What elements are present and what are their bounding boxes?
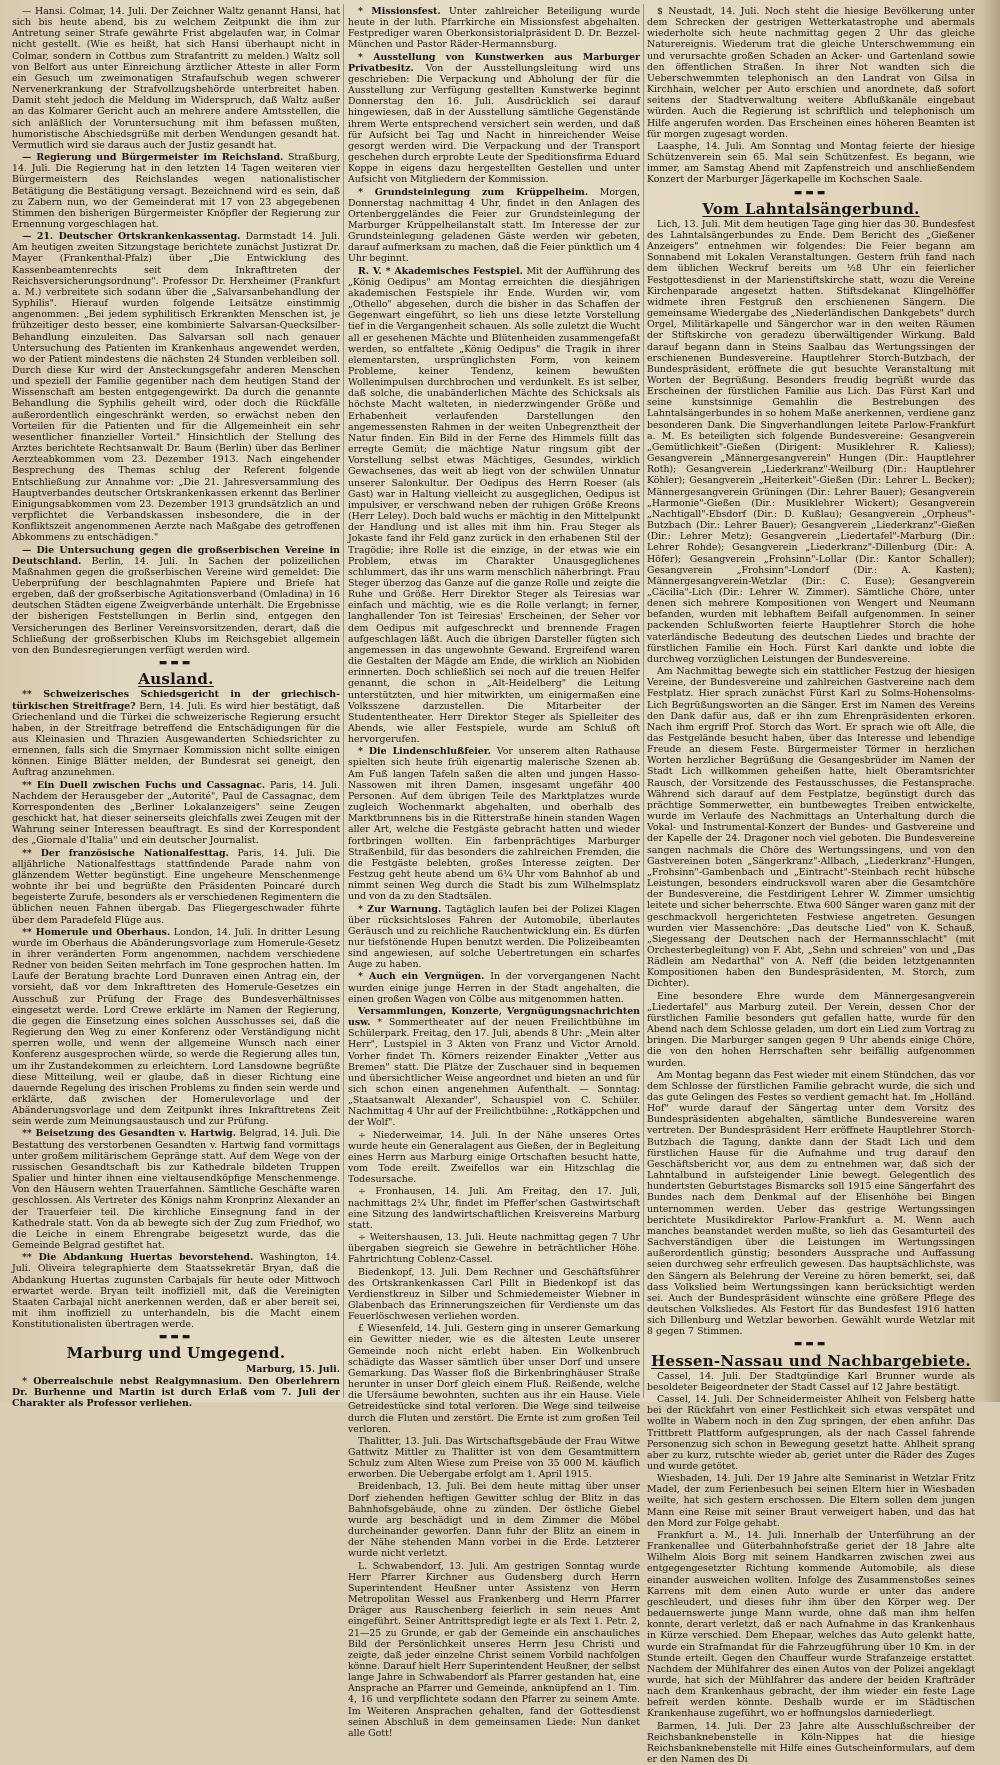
article-krankenkassentag (12, 231, 340, 543)
article-lahntal-1: Lich, 13. Juli. Mit dem heutigen Tage ging hier das 30. Bundesfest des Lahntalsängerbundes zu Ende. Dem Bericht des „Gießener Anzeigers" entnehmen wir folgendes: Die Feier begann am Sonnabend mit Lokalen Veranstaltungen. Gestern früh fand nach dem üblichen Weckruf bereits um ½8 Uhr ein feierlicher Festgottesdienst in der Marienstiftskirche statt, wozu die Vereine Kirchenparade angesetzt hatten. Stiftsdekanat Klingelhöffer widmete ihren Festgruß den erschienenen Sängern. Die gemeinsame Wiedergabe des „Niederländischen Dankgebets" durch Orgel, Militärkapelle und Sängerchor war in den weiten Räumen der Stiftskirche von geradezu überwältigender Wirkung. Bald darauf begann dann in Steins Saalbau das Wertungssingen der erschienenen Bundesvereine. Hauptlehrer Storch-Butzbach, der Bundespräsident, eröffnete die gut besuchte Veranstaltung mit Worten der Begrüßung. Besonders freudig begrüßt wurde das Erscheinen der fürstlichen Familie aus Lich. Das Fürst Karl und seine kunstsinnige Gemahlin die Bestrebungen des Lahntalsängerbundes in so hohem Maße anerkennen, verdiene ganz besonderen Dank. Die Singverhandlungen leitete Parlow-Frankfurt a. M. Es beteiligten sich folgende Bundesvereine: Gesangverein „Gemütlichkeit"-Gießen (Dirigent: Musiklehrer R. Kaliess); Gesangverein „Männergesangverein" Hungen (Dir.: Hauptlehrer Roth); Gesangverein „Liederkranz"-Weilburg (Dir.: Hauptlehrer Köhler); Gesangverein „Heiterkeit"-Gießen (Dir.: Lehrer L. Becker); Männergesangverein Grüningen (Dir.: Lehrer Bauer); Gesangverein „Harmonie"-Gießen (Dir.: Musiklehrer Wickert); Gesangverein „Nachtigall"-Ebsdorf (Dir.: D. Kußlau); Gesangverein „Orpheus"-Butzbach (Dir.: Lehrer Bauer); Gesangverein „Liederkranz"-Gießen (Dir.: Lehrer Metz); Gesangverein „Liedertafel"-Marburg (Dir.: Lehrer Rohde); Gesangverein „Liederkranz"-Dillenburg (Dir.: A. Höfer); Gesangverein „Frohsinn"-Lollar (Dir.: Kantor Schaller); Gesangverein „Frohsinn"-Londorf (Dir.: A. Kasten); Männergesangverein-Wetzlar (Dir.: C. Euse); Gesangverein „Cäcilia"-Lich (Dir.: Lehrer W. Zimmer). Sämtliche Chöre, unter denen sich mehrere Kompositionen von Wengert und Neumann befanden, wurden mit lebhaftem Beifall aufgenommen. In seiner packenden Schlußworten feierte Hauptlehrer Storch die hohe vaterländische Bedeutung des deutschen Liedes und brachte der fürstlichen Familie ein Hoch. Fürst Karl dankte und lobte die durchweg vorzüglichen Leistungen der Bundesvereine. (647, 218, 975, 665)
article-headline: R. V. * Akademisches Festspiel. (358, 265, 523, 277)
section-heading-ausland: Ausland. (138, 670, 214, 689)
article-headline: * Missionsfest. (358, 6, 441, 17)
article-schiedsgericht (12, 689, 340, 778)
article-headline: ** Homerule und Oberhaus. (22, 926, 171, 938)
article-duell (12, 780, 340, 847)
article-headline: * Auch ein Vergnügen. (358, 971, 485, 983)
article-body: Belgrad, 14. Juli. Die Bestattung des verstorbenen Gesandten v. Hartwig fand vormittags unter großem militärischem Gepränge statt. Auf dem Wege von der russischen Gesandtschaft bis zur Kathedrale bildeten Truppen Spalier und hinter ihnen eine vieltausendköpfige Menschenmenge. Von den Häusern wehten Trauerfahnen. Sämtliche Geschäfte waren geschlossen. Als Vertreter des Königs nahm Kronprinz Alexander an der Trauerfeier teil. Die kirchliche Einsegnung fand in der Kathedrale statt. Von da ab bewegte sich der Zug zum Friedhof, wo die Leiche in einem Ehrengrabe beigesetzt wurde, das die Gemeinde Belgrad gestiftet hat. (12, 1128, 340, 1252)
article-homerule (12, 927, 340, 1128)
article-oberrealschule (12, 1376, 340, 1409)
article-versammlungen (348, 1006, 640, 1129)
section-divider: ▬▬▬ (158, 658, 194, 669)
article-ausstellung (348, 52, 640, 186)
article-body: Straßburg, 14. Juli. Die Regierung hat in den letzten 14 Tagen weiteren vier Bürgermeistern des Reichslandes wegen nationalistischer Betätigung die Bestätigung versagt. Bezeichnend wird es sein, daß zu Zabern nun, wo der Gemeinderat mit 17 von 23 abgegebenen Stimmen den bisherigen Bürgermeister Knöpfler der Regierung zur Ernennung vorgeschlagen hat. (12, 152, 340, 230)
article-body: Vor unserem alten Rathause spielten sich heute früh eigenartig malerische Szenen ab. Am Fuß langen Tafeln saßen die alten und jungen Hasso-Nassowen mit ihren Damen, insgesamt ungefähr 400 Personen. Auf dem übrigen Teile des Marktplatzes wurde zugleich Wochenmarkt abgehalten, und oberhalb des Marktbrunnens bis in die Ritterstraße hinein standen Wagen aller Art, welche die Festgäste gebracht hatten und wieder fortbringen wollten. Ein farbenprächtiges Marburger Straßenbild, für das besonders die zahlreichen Fremden, die die Festgäste belebten, großes Interesse zeigten. Der Festzug geht heute abend um 6¼ Uhr vom Bahnhof ab und nimmt seinen Weg durch die Stadt bis zum Wilhelmsplatz und von da zu den Stadtsälen. (348, 746, 640, 903)
article-headline: ** Der französische Nationalfesttag. (22, 847, 229, 859)
article-niederweimar: ÷ Niederweimar, 14. Juli. In der Nähe unseres Ortes wurde heute ein Generalagent aus Gießen, der in Begleitung eines Herrn aus Marburg einige Ortschaften besucht hatte, vom Tode ereilt. Zweifellos war ein Hitzschlag die Todesursache. (348, 1129, 640, 1186)
article-headline: * Grundsteinlegung zum Krüppelheim. (358, 186, 589, 198)
article-biedenkopf: Biedenkopf, 13. Juli. Dem Rechner und Geschäftsführer des Ortskrankenkassen Carl Pillt in Biedenkopf ist das Verdienstkreuz in Silber und Schmiedemeister Wiebner in Glabenbach das Erinnerungszeichen für Verdienste um das Feuerlöschwesen verliehen worden. (348, 1266, 640, 1323)
article-lahntal-3: Eine besondere Ehre wurde dem Männergesangverein „Liedertafel" aus Marburg zuteil. Der Verein, dessen Chor der fürstlichen Familie besonders gut gefallen hatte, wurde für den Abend nach dem Schlosse geladen, um dort ein Lied zum Vortrag zu bringen. Die Marburger sangen gegen 9 Uhr abends einige Chöre, die von den hohen Herrschaften sehr beifällig aufgenommen wurden. (647, 990, 975, 1069)
article-headline: * Ausstellung von Kunstwerken aus Marburger Privatbesitz. (348, 51, 640, 74)
article-headline: * Zur Warnung. (358, 903, 442, 915)
column-rule (343, 4, 344, 1398)
article-headline: — Regierung und Bürgermeister im Reichsland. (22, 152, 284, 164)
article-reichsland (12, 152, 340, 230)
article-schwabendorf: L. Schwabendorf, 13. Juli. Am gestrigen Sonntag wurde Herr Pfarrer Kirchner aus Gudensberg durch Herrn Superintendent Heußner unter Assistenz von Herrn Metropolitan Wessel aus Frankenberg und Herrn Pfarrer Dräger aus Rauschenberg feierlich in sein neues Amt eingeführt. Seiner Antrittspredigt legte er als Text 1. Petr. 2, 21—25 zu Grunde, er gab der Gemeinde ein anschauliches Bild der Persönlichkeit unseres Herrn Jesu Christi und zeigte, daß jeder einzelne Christ seinem Vorbild nachfolgen könne. Darauf hielt Herr Superintendent Heußner, der selbst lange Jahre in Schwabendorf als Pfarrer gestanden hat, eine Ansprache an Pfarrer und Gemeinde, anknüpfend an 1. Tim. 4, 16 und verpflichtete sodann den Pfarrer zu seinem Amte. Im Weiteren Ansprachen gehalten, fand der Gottesdienst seinen Abschluß in dem gemeinsamen Liede: Nun danket alle Gott! (348, 1560, 640, 1739)
article-frankfurt: Frankfurt a. M., 14. Juli. Innerhalb der Unterführung an der Frankenallee und Güterbahnhofstraße geriet der 18 Jahre alte Wilhelm Alois Borg mit seinem Handkarren zwischen zwei aus entgegengesetzter Richtung kommende Automobile, als diese einander ausweichen wollten. Infolge des Zusammenstoßes seines Karrens mit dem einen Auto wurde er unter das andere geschleudert, und dieses fuhr ihm über den Körper weg. Der bedauernswerte junge Mann wurde, ohne daß man ihm helfen konnte, derart verletzt, daß er nach Aufnahme in das Krankenhaus in Kürze verschied. Dem Ehepaar, welches das Auto gelenkt hatte, wurde ein Strafmandat für die Fahrzeugführung über 10 Km. in der Stunde erteilt. Gegen den Chauffeur wurde Strafanzeige erstattet. Nachdem der Mühlfahrer des einen Autos von der Polizei angeklagt wurde, hat sich der Mühlfahrer das andere der beiden Krafträder nach dem Krankenhaus gebracht, der ihm wieder ein feste Lage befreit werden könnte. Deshalb wurde er im Städtischen Krankenhause zugeführt, wo er hoffnungslos darniederliegt. (647, 1529, 975, 1720)
article-laasphe: Laasphe, 14. Juli. Am Sonntag und Montag feierte der hiesige Schützenverein sein 65. Mal sein Schützenfest. Es begann, wie immer, am Samstag Abend mit Zapfenstreich und anschließendem Konzert der Marburger Jägerkapelle im Kochschen Saale. (647, 140, 975, 186)
article-headline: Versammlungen, Konzerte, Vergnügungsnachrichten usw. (348, 1005, 640, 1029)
article-wiesenfeld: £ Wiesenfeld, 14. Juli. Gestern ging in unserer Gemarkung ein Gewitter nieder, wie es die ältesten Leute unserer Gemeinde noch nicht erlebt haben. Ein Wolkenbruch schädigte das Wasser sämtlich über unser Dorf und unsere Gemarkung. Das Wasser floß die Birkenbringhäuser Straße herunter in unser Dorf gleich einem Fluß. Reißende, welche die Ufersäume bewohnten, suchten aus ihr ein Hause. Viele Getreidestücke sind total verloren. Die Wege sind teilweise durch die Fluten und zerstört. Die Ernte ist zum großen Teil verloren. (348, 1323, 640, 1435)
article-cassel-2: Cassel, 14. Juli. Der Schneidermeister Ahlheit von Felsberg hatte bei der Rückfahrt von einer Festlichkeit sich etwas verspätet und wollte in Wabern noch in den Zug springen, der eben anfuhr. Das Trittbrett Plattform aufgesprungen, als der nach Cassel fahrende Personenzug sich schon in Bewegung gesetzt hatte. Ahlheit sprang aber zu kurz, rutschte wieder ab, geriet unter die Räder des Zuges und wurde getötet. (647, 1394, 975, 1472)
article-body: Morgen, Donnerstag nachmittag 4 Uhr, findet in den Anlagen des Ortenberggeländes die Feier zur Grundsteinlegung der Marburger Krüppelheilanstalt statt. Im Interesse der zur Grundsteinlegung geladenen Gäste werden wir gebeten, darauf aufmerksam zu machen, daß die Feier pünktlich um 4 Uhr beginnt. (348, 186, 641, 265)
article-body: Von der Ausstellungsleitung wird uns geschrieben: Die Verpackung und Abholung der für die Ausstellung zur Verfügung gestellten Kunstwerke beginnt Donnerstag den 16. Juli. Ausdrücklich sei darauf hingewiesen, daß in der Ausstellung sämtliche Gegenstände ihrem Werte entsprechend versichert sein werden, und daß für Aufsicht bei Tag und Nacht in hinreichender Weise gesorgt werden wird. Die Verpackung und der Transport geschehen durch erprobte Leute der Speditionsfirma Eduard Koppe in eigens dazu hergestellten Gestellen und unter Aufsicht von Mitgliedern der Kommission. (348, 62, 640, 186)
article-cassel-1: Cassel, 14. Juli. Der Stadtgündige Karl Brunner wurde als besoldeter Beigeordneter der Stadt Cassel auf 12 Jahre bestätigt. (647, 1370, 975, 1393)
article-thalitter: Thalitter, 13. Juli. Das Wirtschaftsgebäude der Frau Witwe Gattwitz Mittler zu Thalitter ist von dem Gesamtmittern Schulz zum Alten Wiese zum Preise von 35 000 M. käuflich erworben. Die Uebergabe erfolgt am 1. April 1915. (348, 1435, 640, 1481)
article-headline: * Die Lindenschlußfeier. (358, 746, 492, 758)
article-body: Den Oberlehrern Dr. Burhenne und Martin ist durch Erlaß vom 7. Juli der Charakter als Professor verliehen. (12, 1375, 340, 1410)
article-headline: ** Beisetzung des Gesandten v. Hartwig. (22, 1128, 236, 1140)
article-lindenschluss (348, 746, 640, 902)
article-body: * Sommertheater auf der neuen Freilichtbühne im Schülerpark. Freitag, den 17. Juli, abends 8 Uhr: „Mein alter Herr", Lustspiel in 3 Akten von Franz und Victor Arnold. Vorher findet Th. Körners reizender Einakter „Vetter aus Bremen" statt. Die Plätze der Zuschauer sind in bequemen und übersichtlicher Weise angeordnet und bieten an und für sich schon einen angenehmen Aufenthalt. — Sonntag: „Staatsanwalt Alexander", Schauspiel von C. Schüler. Nachmittag 4 Uhr auf der Freilichtbühne: „Rotkäppchen und der Wolf". (348, 1017, 640, 1129)
section-heading-lahntal: Vom Lahntalsängerbund. (702, 199, 920, 218)
article-headline: ** Ein Duell zwischen Fuchs und Cassagnac. (22, 779, 266, 791)
article-nationalfesttag (12, 848, 340, 926)
article-warnung (348, 904, 640, 971)
article-hartwig (12, 1128, 340, 1251)
article-wiesbaden: Wiesbaden, 14. Juli. Der 19 Jahre alte Seminarist in Wetzlar Fritz Madel, der zum Ferienbesuch bei seinen Eltern hier in Wiesbaden weilte, hat sich gestern erschossen. Die Eltern sollen dem jungen Mann eine Reise mit seiner Braut verweigert haben, und das hat den Mord zur Folge gehabt. (647, 1473, 975, 1529)
article-festspiel (348, 266, 640, 746)
article-grossserbisch (12, 545, 340, 657)
article-body: Paris, 14. Juli. Die alljährliche Nationalfesttags stattfindende Parade nahm von glänzendem Wetter begünstigt. Eine ungeheure Menschenmenge wohnte ihr bei und begrüßte den Präsidenten Poincaré durch begeisterte Zurufe, besonders als er verschiedenen Regimentern die üblichen neuen Fahnen übergab. Das Fliegergeschwader führte über dem Paradefeld Flüge aus. (12, 847, 341, 926)
section-divider: ▬▬▬ (793, 187, 829, 198)
article-headline: ** Schweizerisches Schiedsgericht in der griechisch-türkischen Streitfrage? (12, 689, 340, 712)
article-body: Bern, 14. Juli. Es wird hier bestätigt, daß Griechenland und die Türkei die schweizerische Regierung ersucht haben, in der Streitfrage betreffend die Entschädigungen für die aus Kleinasien und Thrazien Ausgewanderten Schiedsrichter zu ernennen, falls sich die Smyrnaer Kommission nicht sollte einigen können. Einige Blätter melden, der Bundesrat sei geneigt, den Auftrag anzunehmen. (12, 700, 341, 779)
column-right (647, 6, 975, 1765)
article-neustadt: $ Neustadt, 14. Juli. Noch steht die hiesige Bevölkerung unter dem Schrecken der gestrigen Wetterkatastrophe und abermals wiederholte sich heute nachmittag gegen 2 Uhr das gleiche Naturereignis. Wiederum trat die gleiche Unterschwemmung ein und verursachte großen Schaden an Acker- und Gartenland sowie den öffentlichen Straßen. In ihrer Not wandten sich die Ueberschwemmten telephonisch an den Landrat von Gilsa in Kirchhain, welcher per Auto erschien und anordnete, daß sofort seitens der Stadtverwaltung weitere Abflußkanäle eingebaut würden. Auch die Regierung ist schriftlich und telephonisch um Hilfe angerufen worden. Das Erscheinen eines höheren Beamten ist für morgen zugesagt worden. (647, 6, 975, 140)
section-divider: ▬▬▬ (793, 1339, 829, 1350)
article-fronhausen: ÷ Fronhausen, 14. Juli. Am Freitag, den 17. Juli, nachmittags 2¼ Uhr, findet im Pfeffer'schen Gastwirtschaft eine Sitzung des landwirtschaftlichen Kreisvereins Marburg statt. (348, 1186, 640, 1231)
article-breidenbach: Breidenbach, 13. Juli. Bei dem heute mittag über unser Dorf ziehenden heftigen Gewitter schlug der Blitz in das Bahnhofsgebäude, ohne zu zünden. Der östliche Giebel wurde arg beschädigt und in dem Zimmer die Möbel durcheinander geworfen. Dann fuhr der Blitz an einem in der Nähe stehenden Mann vorbei in die Erde. Letzterer wurde nicht verletzt. (348, 1481, 640, 1560)
article-body: Paris, 14. Juli. Nachdem der Herausgeber der „Autorité", Paul de Cassagnac, dem Korrespondenten des „Berliner Lokalanzeigers" seine Zeugen geschickt hat, hat dieser seinerseits gleichfalls zwei Zeugen mit der Wahrung seiner Interessen beauftragt. Es sind der Korrespondent des „Giornale d'Italia" und ein deutscher Journalist. (12, 779, 340, 847)
section-heading-hessen: Hessen-Nassau und Nachbargebiete. (651, 1351, 971, 1370)
article-headline: — Die Untersuchung gegen die großserbischen Vereine in Deutschland. (12, 544, 340, 567)
article-body: Berlin, 14. Juli. In Sachen der polizeilichen Maßnahmen gegen die großserbischen Vereine wird gemeldet: Die Ueberprüfung der beschlagnahmten Papiere und Briefe hat ergeben, daß der großserbische Agitationsverband (Omladina) in 16 deutschen Städten eigene Zweigverbände unterhält. Die Ergebnisse der bisherigen Feststellungen in Berlin sind, entgegen den Versicherungen des Berliner Vereinsvorsitzenden, derart, daß die Schließung der großserbischen Klubs im Reichsgebiet allgemein von den Bundesregierungen verfügt werden wird. (12, 555, 340, 656)
article-body: Darmstadt 14. Juli. Am heutigen zweiten Sitzungstage berichtete zunächst Justizrat Dr. Mayer (Frankenthal-Pfalz) über „Die Entwicklung des Kassenbeamtenrechts seit dem Inkrafttreten der Reichsversicherungsordnung". Professor Dr. Herxheimer (Frankfurt a. M.) verbreitete sich sodann über die „Salvarsanbehandlung der Syphilis". Hierauf wurden folgende Leitsätze einstimmig angenommen: „Bei jedem syphilitisch Erkrankten Menschen ist, je frühzeitiger desto besser, eine kombinierte Salvarsan-Quecksilber-Behandlung einzuleiten. Das Salvarsan soll nach genauer Untersuchung des Patienten im Krankenhaus angewendet werden, wo der Patient mindestens die nächsten 24 Stunden verbleiben soll. Durch diese Kur wird der Ansteckungsgefahr anderen Menschen und speziell der Familie gegenüber nach dem heutigen Stand der Wissenschaft am besten entgegengewirkt. Da durch die genannte Behandlung die Syphilis geheilt wird, oder doch die Rückfälle außerordentlich eingeschränkt werden, so erwächst neben den Vorteilen für die Patienten und für die Allgemeinheit ein sehr wesentlicher finanzieller Vorteil." Hinsichtlich der Stellung des Arztes berichtete Rechtsanwalt Dr. Baum (Berlin) über das Berliner Aerzteabkommen vom 23. Dezember 1913. Nach eingehender Besprechung des Themas schlug der Referent folgende Entschließung zur Annahme vor: „Die 21. Jahresversammlung des Hauptverbandes deutscher Ortskrankenkassen erkennt das Berliner Einigungsabkommen vom 23. Dezember 1913 grundsätzlich an und verpflichtet die Verbandskassen insbesondere, die in der Konfliktszeit angenommenen Aerzte nach Maßgabe des getroffenen Abkommens zu entschädigen." (12, 231, 341, 544)
section-heading-marburg: Marburg und Umgegend. (66, 1344, 286, 1363)
column-middle (348, 6, 641, 1739)
column-left (12, 6, 341, 1410)
article-vergnuegen (348, 971, 640, 1004)
article-huerta (12, 1252, 340, 1330)
section-divider: ▬▬▬ (158, 1332, 194, 1343)
article-kruppelheim (348, 187, 640, 265)
article-barmen: Barmen, 14. Juli. Der 23 Jahre alte Ausschlußschreiber der Reichsbanknebenstelle in Köln-Nippes hat die hiesige Reichsbanknebenstelle mit Hilfe eines Gutscheinformulars, auf dem er den Namen des Di (647, 1720, 975, 1765)
article-weitershausen: ÷ Weitershausen, 13. Juli. Heute nachmittag gegen 7 Uhr übergaben siegreich sie Gewehre in beträchtlicher Höhe. Fahrtrichtung Coblenz-Cassel. (348, 1232, 640, 1266)
article-lahntal-2: Am Nachmittag bewegte sich ein stattlicher Festzug der hiesigen Vereine, der Bundesvereine und zahlreichen Gastvereine nach dem Festplatz. Hier sprach zunächst Fürst Karl zu Solms-Hohensolms-Lich Begrüßungsworten an die Sänger. Erst im Namen des Vereins den Dank dafür aus, daß er ihn zum Ehrenpräsidenten erkoren. Nach ihm ergriff Prof. Storch das Wort. Er sprach wie oft Alle, die das Festgelände besucht haben, über das Interesse und lebendige Freude an diesem Feste. Bürgermeister Törmer in herzlichen Worten herzlicher Begrüßung die Gesangesbrüder im Namen der Stadt Lich willkommen geheißen hatte, hielt Oberamtsrichter Rausch, der Vorsitzende des Festausschusses, die Festansprache. Während sich darauf auf dem Festplatze, begünstigt durch das prächtige Sommerwetter, ein buntbewegtes Treiben entwickelte, wurde im Verlaufe des Nachmittags an Unterhaltung durch die Vokal- und Instrumental-Konzert der Bundes- und Gastvereine und der Kapelle der 24. Dragoner noch viel geboten. Die Bundesvereine sangen nachmals die Chöre des Wertungssingens, und von den Gastvereinen boten „Sängerkranz"-Allbach, „Liederkranz"-Hungen, „Frohsinn"-Gambenbach und „Eintracht"-Steinbach recht hübsche Leistungen, besonders eindrucksvoll waren aber die Gesamtchöre der Bundesvereine, die Festdirigent Lehrer W. Zimmer umsichtig leitete und sicher beherrschte. Etwa 600 Sänger waren ganz mit der geschmackvoll hergerichteten Festwiese angetreten. Gesungen wurden vier Massenchöre: „Das deutsche Lied" von K. Schauß, „Siegessang der Deutschen nach der Hermannsschlacht" (mit Orchesterbegleitung) von F. Abt, „Sehn und schreien" von und „Das Rädlein am Nedarthal" von A. Neff (die beiden letztgenannten Kompositionen haben den Bundespräsidenten, M. Storch, zum Dichter). (647, 666, 975, 990)
article-lahntal-4: Am Montag begann das Fest wieder mit einem Stündchen, das vor dem Schlosse der fürstlichen Familie gebracht wurde, die sich und das gute Gelingen des Festes so verdient gemacht hat. Im „Holländ. Hof" wurde darauf der Sängertag unter dem Vorsitz des Bundespräsidenten abgehalten, sämtliche Bundesvereine waren vertreten. Der Bundespräsident Herr eröffnete Hauptlehrer Storch-Butzbach die Tagung, dankte dann der Stadt Lich und dem fürstlichen Hause für die Aufnahme und trug darauf den Geschäftsbericht vor, aus dem zu entnehmen war, daß sich der Lahntalbund in aufsteigender Linie bewegt. Gelegentlich des hundertsten Geburtstages Bismarcks soll 1915 eine Sängerfahrt des Bundes nach dem Denkmal auf der Elisenhöhe bei Bingen unternommen werden. Ueber das gestrige Wertungssingen berichtete Musikdirektor Parlow-Frankfurt a. M. Wenn auch manches beanstandet werden mußte, so lieh das Gesamturteil des Sachverständigen über die Leistungen im Wertungssingen außerordentlich günstig; besonders Aussprache und Auffassung seien durchweg sehr erfreulich gewesen. Das hauptsächlichste, was den Sängern als Belehrung der Vereine zu hören bemerkt, sei, daß dass Volkslied beim Wertungssingen kann berücksichtigt werden sei. Auch der Bundespräsident wünschte eine größere Pflege des deutschen Volksliedes. Als Festort für das Bundesfest 1916 hatten sich Dillenburg und Wetzlar beworben. Gewählt wurde Wetzlar mit 8 gegen 7 Stimmen. (647, 1069, 975, 1338)
article-body: Tagtäglich laufen bei der Polizei Klagen über rücksichtsloses Fahren der Automobile, überlautes Geräusch und zu reichliche Rauchentwicklung ein. Es dürfen nur tiefstönende Hupen benutzt werden. Die Polizeibeamten sind angewiesen, auf solche Uebertretungen ein scharfes Auge zu haben. (348, 903, 640, 971)
column-rule (643, 4, 644, 1398)
article-hansi: — Hansi. Colmar, 14. Juli. Der Zeichner Waltz genannt Hansi, hat sich bis heute abend, bis zu welchem Zeitpunkt die ihm zur Antretung seiner Strafe gewährte Frist abgelaufen war, in Colmar nicht gestellt. (Wie es heißt, hat sich Hansi überhaupt nicht in Colmar, sondern in Cottbus zum Strafantritt zu melden.) Waltz soll von Belfort aus unter Einreichung ärztlicher Atteste in aller Form ein Gesuch um zweimonatigen Strafaufschub wegen schwerer Nervenerkrankung der Strafvollzugsbehörde unterbreitet haben. Damit steht jedoch die Meldung im Widerspruch, daß Waltz außer an das Kolmarer Gericht auch an mehrere andere Amtsstellen, die sich anläßlich der Voruntersuchung mit ihm befassen mußten, humoristische Abschiedsgrüße mit derben Wendungen gesandt hat. Vermutlich wird sie daraus auch der Justiz gesandt hat. (12, 6, 340, 151)
article-headline: — 21. Deutscher Ortskrankenkassentag. (22, 231, 241, 243)
page-edge-shadow (982, 0, 1000, 1402)
article-body: London, 14. Juli. In dritter Lesung wurde im Oberhaus die Abänderungsvorlage zum Homerule-Gesetz in ihrer veränderten Form angenommen, nachdem verschiedene Redner von beiden Seiten mehrfach im Tone gesprochen hatten. Im Laufe der Beratung brachte Lord Dunraven einen Antrag ein, der vorsieht, daß vor dem Inkrafttreten des Homerule-Gesetzes ein Ausschuß zur Prüfung der Frage des Bundesverhältnisses eingesetzt werde. Lord Crewe erklärte im Namen der Regierung, die gegen die Einsetzung eines solchen Ausschusses sei, daß die Regierung den Weg zu einer Konferenz oder Verständigung nicht sperren wolle, und wenn der allgemeine Wunsch nach einer Konferenz ausgesprochen würde, so werde die Regierung alles tun, um ihr Zustandekommen zu erleichtern. Lord Lansdowne begrüßte diese Mitteilung, weil er glaube, daß in dieser Richtung eine dauernde Regelung des irischen Problems zu finden sein werde und erklärte, daß zwischen der Homerulevorlage und der Abänderungsvorlage und dem Zeitpunkt ihres Inkrafttretens Zeit sein werde zum Meinungsaustausch und zur Prüfung. (12, 926, 340, 1128)
article-missionsfest (348, 6, 640, 51)
article-body: Unter zahlreicher Beteiligung wurde heute in der luth. Pfarrkirche ein Missionsfest abgehalten. Festprediger waren Oberkonsistorialpräsident D. Dr. Bezzel-München und Pastor Räder-Hermannsburg. (348, 6, 640, 51)
article-headline: ** Die Abdankung Huertas bevorstehend. (22, 1252, 254, 1264)
dateline: Marburg, 15. Juli. (246, 1363, 340, 1375)
article-body: In der vorvergangenen Nacht wurden einige junge Herren in der Stadt angehalten, die einen großen Wagen von Cölbe aus mitgenommen hatten. (348, 971, 640, 1005)
article-body: Washington, 14. Juli. Oliveira telegraphierte dem Staatssekretär Bryan, daß die Abdankung Huertas zugunsten Carbajals für heute oder Mittwoch erwartet werde. Bryan teilt inoffiziell mit, daß die Vereinigten Staaten Carbajal nicht anerkennen werden, daß er aber bereit sei, mit ihm inoffiziell zu unterhandeln, bis die Macht einem Konstitutionalisten übertragen werde. (12, 1252, 340, 1331)
article-headline: * Oberrealschule nebst Realgymnasium. (22, 1375, 243, 1387)
article-body: Mit der Aufführung des „König Oedipus" am Montag erreichten die diesjährigen akademischen Festspiele ihr Ende. Wurden wir, vom „Othello" abgesehen, durch die bisher in das Schaffen der Gegenwart eingeführt, so lieh uns diese letzte Vorstellung tief in die Vergangenheit schauen. Als solle zuletzt die Wucht all er gesehenen Mächte und Blütenheiden zusammengefaßt werden, so entfaltete „König Oedipus" die Tragik in ihrer elementarsten, ursprünglichsten Form, von keinem Probleme, keiner Tendenz, keinem bewußten Wollenimpulsen durchbrochen und verdunkelt. Es ist selber, daß solche, die unabänderlichen Mächte des Schicksals als höchste Macht walteten, in niederzwingender Größe und Erhabenheit verlaufenden Darstellungen den angemessensten Rahmen in der weiten Unbegrenztheit der Natur finden. Ein Bild in der Ferne des Himmels füllt das erregte Gemüt; die mächtige Natur ringsum gibt der Vorstellung selbst etwas Mächtiges, Gesundes, wirklich Gewachsenes, das weit ab liegt von der schwülen Unnatur unserer Salonkultur. Der Oedipus des Herrn Roeser (als Gast) war in Haltung vielleicht zu ausgeglichen, Oedipus ist impulsiver, er verschwand neben der ruhigen Größe Kreons (Herr Leley). Doch bald wuchs er mächtig in den Mittelpunkt der Handlung und ist alles mit ihm hin. Frau Steger als Jokaste fand ihr Feld ganz zurück in den erhabenen Stil der Tragödie; ihre Rolle ist die einzige, in der etwas wie ein Problem, etwas im Charakter Unausgeglichenes schlummert, das ihr uns warm menschlich näherbringt. Frau Steger überzog das Ganze auf die ganze Rolle und zeigte die Ruhe und Größe. Herr Direktor Steger als Teiresias war einfach und mächtig, wie es die Rolle verlangt; in ferner, langhallender Ton ist Teiresias' Erscheinen, der Seher vor dem Oedipus mit aufgeschreckt und brennende Fragen aufgeschlagen läßt. Auch die übrigen Darsteller fügten sich angemessen in das ungewohnte Gewand. Ergreifend waren die Gestalten der Mägde am Ende, die wirklich an Niobiden erinnerten. Doch schließlich sei noch auf die treuen Helfer genannt, die schon in „Alt-Heidelberg" die Leitung unterstützten, und hier mitwirkten, um einigermaßen eine Volksszene darzustellen. Die Mitarbeiter der Studententheater. Herr Direktor Steger als Spielleiter des Abends, wie aller Festspiele, wurde am Schluß oft hervorgerufen. (348, 265, 641, 746)
